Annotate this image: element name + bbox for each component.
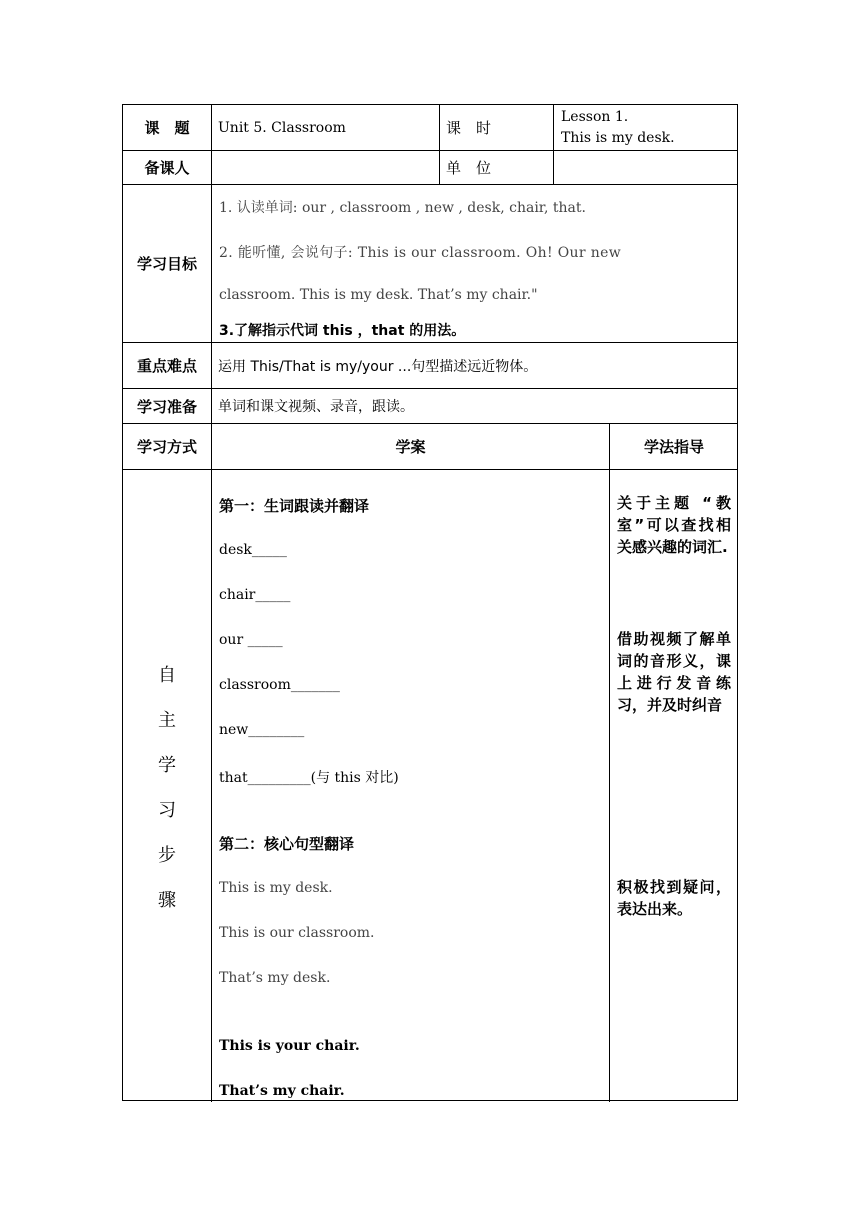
period-value-line2: This is my desk. [561,130,675,146]
sentence: This is our classroom. [219,925,375,941]
unit-label: 单 位 [446,159,492,177]
subject-label: 课 题 [144,119,190,137]
guide-note: 关于主题 “教室”可以查找相关感兴趣的词汇. [617,494,731,556]
word-blank: that_________(与 this 对比) [219,770,399,786]
side-label-char: 骤 [158,890,176,911]
col-divider [609,423,610,1102]
guide-header: 学法指导 [643,438,704,456]
guide-note: 积极找到疑问，表达出来。 [617,878,731,918]
teacher-label: 备课人 [144,159,190,177]
side-label-char: 主 [158,710,176,731]
objective-1: 1. 认读单词: our , classroom , new , desk, chair, that. [219,200,586,216]
preparation-value: 单词和课文视频、录音，跟读。 [218,399,414,415]
word-blank: desk_____ [219,542,287,558]
method-label: 学习方式 [136,438,197,456]
objectives-label: 学习目标 [136,255,197,273]
side-label-char: 学 [158,755,176,776]
side-label-char: 步 [158,845,176,866]
sentence: That’s my desk. [219,970,331,986]
side-label-char: 习 [158,800,176,821]
unit-value [554,151,738,184]
sentence: This is my desk. [219,880,333,896]
sentence: That’s my chair. [219,1083,345,1099]
teacher-value [212,151,439,184]
word-blank: new________ [219,722,305,738]
key-points-value: 运用 This/That is my/your ...句型描述远近物体。 [218,358,538,375]
word-blank: classroom_______ [219,677,340,693]
subject-value: Unit 5. Classroom [218,119,346,136]
plan-header: 学案 [395,438,426,456]
side-label-char: 自 [158,665,176,686]
lesson-plan-table [122,104,738,1101]
key-points-label: 重点难点 [136,357,197,375]
row-divider [123,469,738,470]
sentence: This is your chair. [219,1038,360,1054]
period-label: 课 时 [446,119,492,137]
col-divider [211,105,212,1102]
period-value [554,107,738,150]
section-2-title: 第二：核心句型翻译 [219,835,355,853]
word-blank: chair_____ [219,587,291,603]
section-1-title: 第一：生词跟读并翻译 [219,497,370,515]
row-divider [123,184,738,185]
objective-2-cont: classroom. This is my desk. That’s my chair." [219,287,538,303]
period-value-line1: Lesson 1. [561,109,629,125]
guide-note: 借助视频了解单词的音形义，课上进行发音练习，并及时纠音 [617,630,731,714]
objective-2: 2. 能听懂, 会说句子: This is our classroom. Oh! Our new [219,245,622,261]
preparation-label: 学习准备 [136,397,197,416]
word-blank: our _____ [219,632,283,648]
objective-3: 3.了解指示代词 this ，that 的用法。 [219,323,466,339]
